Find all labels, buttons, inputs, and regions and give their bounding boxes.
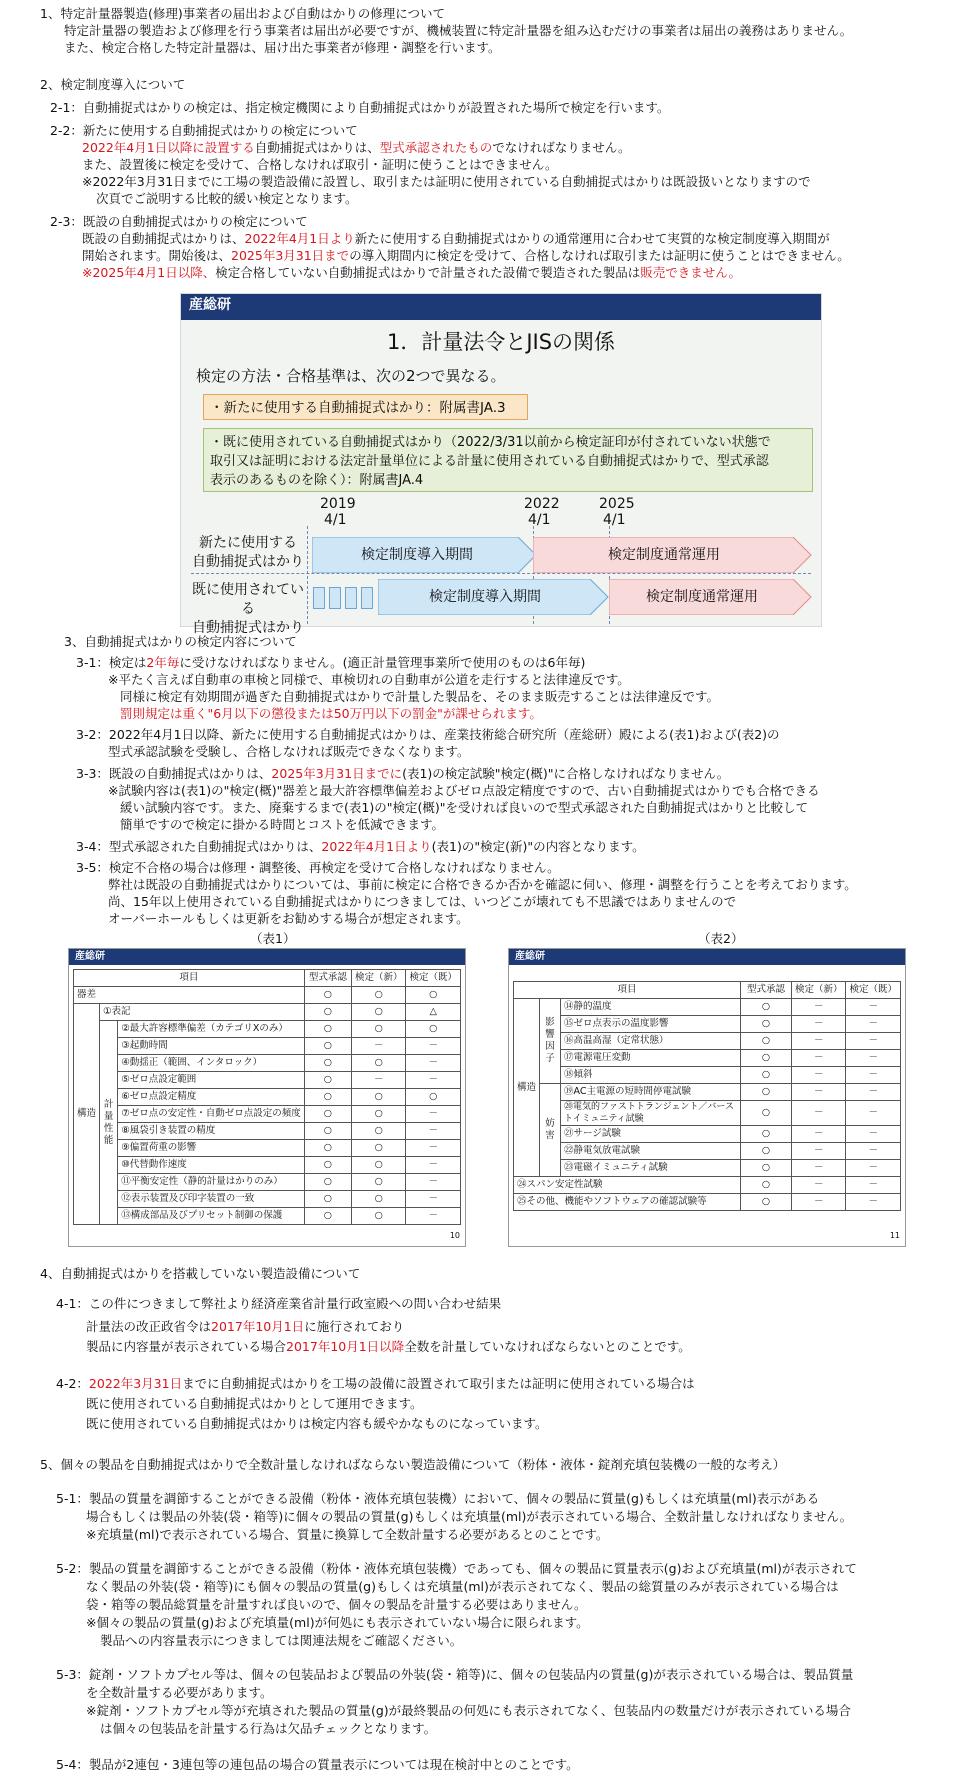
table-row — [74, 1208, 461, 1225]
para-2-3-line-a — [82, 230, 830, 247]
cell: － — [791, 1016, 846, 1033]
para-2-2-heading: 2-2：新たに使用する自動捕捉式はかりの検定について — [50, 123, 358, 138]
table-header-row — [74, 970, 461, 987]
cell: ○ — [740, 1016, 791, 1033]
text: でなければなりません。 — [492, 140, 631, 155]
cell: － — [846, 1160, 901, 1177]
para-4-1-b — [86, 1338, 691, 1355]
para-2-3-heading: 2-3：既設の自動捕捉式はかりの検定について — [50, 214, 308, 229]
table-row — [74, 1089, 461, 1106]
cell: ○ — [351, 1157, 406, 1174]
group-influence: 影響因子 — [540, 999, 561, 1084]
para-2-2-line-d: 次頁でご説明する比較的緩い検定となります。 — [96, 191, 358, 206]
table-row — [514, 1160, 901, 1177]
cell: ○ — [351, 1174, 406, 1191]
cell: ○ — [304, 1072, 351, 1089]
para-5-2-b: なく製品の外装(袋・箱等)にも個々の製品の質量(g)もしくは充填量(ml)が表示されてなく、製品の総質量のみが表示されている場合は — [86, 1579, 839, 1594]
cell: － — [846, 1143, 901, 1160]
para-5-2-d: ※個々の製品の質量(g)および充填量(ml)が何処にも表示されていない場合に限られます。 — [86, 1615, 589, 1630]
para-5-1-c: ※充填量(ml)で表示されている場合、質量に換算して全数計量する必要があるとのことです。 — [86, 1527, 609, 1542]
year-2022: 2022 — [524, 496, 560, 512]
para-3-5-c: 尚、15年以上使用されている自動捕捉式はかりにつきましては、いつどこが壊れても不思議ではありませんので — [108, 894, 737, 909]
cell: － — [846, 1126, 901, 1143]
row-label: ㉕その他、機能やソフトウェアの確認試験等 — [514, 1194, 741, 1211]
intro-period-arrow-existing — [379, 580, 591, 614]
red-text: 2022年3月31日 — [88, 1376, 183, 1391]
para-2-3-line-c — [82, 264, 741, 281]
cell: ○ — [304, 1191, 351, 1208]
cell: － — [791, 1177, 846, 1194]
row-label: ⑳電気的ファストトランジェント／バーストイミュニティ試験 — [561, 1101, 741, 1126]
page-number: 10 — [449, 1231, 460, 1240]
slide-title: 1．計量法令とJISの関係 — [386, 330, 616, 354]
header-item: 項目 — [514, 982, 741, 999]
group-structure: 構造 — [74, 1004, 100, 1225]
row-label: ⑤ゼロ点設定範囲 — [118, 1072, 305, 1089]
slide-subtitle: 検定の方法・合格基準は、次の2つで異なる。 — [196, 367, 506, 385]
cell: － — [406, 1123, 461, 1140]
row-label: ⑲AC主電源の短時間停電試験 — [561, 1084, 741, 1101]
text: 3-1：検定は — [76, 655, 147, 670]
table-2-slide — [508, 948, 906, 1247]
cell: － — [846, 1033, 901, 1050]
table-row — [74, 1038, 461, 1055]
cell: － — [351, 1038, 406, 1055]
table-row — [74, 1106, 461, 1123]
cell: ○ — [351, 987, 406, 1004]
para-5-2-e: 製品への内容量表示につきましては関連法規をご確認ください。 — [100, 1633, 463, 1648]
date-2025: 4/1 — [603, 512, 626, 528]
para-5-2-a: 5-2：製品の質量を調節することができる設備（粉体・液体充填包装機）であっても、個々の製品に質量表示(g)および充填量(ml)が表示されて — [56, 1561, 857, 1576]
row-label-line: 新たに使用する — [199, 535, 297, 551]
row-new-label — [189, 534, 307, 572]
arrow-label: 検定制度導入期間 — [429, 589, 541, 605]
text: に受けなければなりません。(適正計量管理事業所で使用のものは6年毎) — [179, 655, 586, 670]
table-row — [514, 1084, 901, 1101]
red-text: 販売できません。 — [640, 265, 741, 280]
cell: ○ — [406, 987, 461, 1004]
arrow-label: 検定制度通常運用 — [646, 589, 758, 605]
table-1-caption: （表1） — [250, 931, 296, 946]
row-label: ⑫表示装置及び印字装置の一致 — [118, 1191, 305, 1208]
row-label: ④動揺正（範囲、インタロック） — [118, 1055, 305, 1072]
row-divider — [191, 573, 811, 574]
cell: ○ — [304, 1140, 351, 1157]
header-existing-inspection: 検定（既） — [406, 970, 461, 987]
row-label: ㉒静電気放電試験 — [561, 1143, 741, 1160]
text: 4-2： — [56, 1376, 89, 1391]
section-3-title: 3、自動捕捉式はかりの検定内容について — [64, 634, 297, 649]
cell: ○ — [304, 1106, 351, 1123]
para-2-3-line-b — [82, 247, 850, 264]
cell: － — [846, 1067, 901, 1084]
table-header-row — [514, 982, 901, 999]
legal-jis-slide — [180, 293, 822, 636]
red-text: 型式承認されたもの — [379, 140, 493, 155]
table-row — [514, 1067, 901, 1084]
row-label: 器差 — [74, 987, 305, 1004]
table-row — [74, 1021, 461, 1038]
header-type-approval: 型式承認 — [740, 982, 791, 999]
divider-2019 — [307, 526, 308, 624]
intro-period-arrow-new — [313, 538, 521, 572]
group-metrology: 計量性能 — [100, 1021, 118, 1225]
row-label: ③起動時間 — [118, 1038, 305, 1055]
para-3-2-a: 3-2：2022年4月1日以降、新たに使用する自動捕捉式はかりは、産業技術総合研究所（産総研）殿による(表1)および(表2)の — [76, 727, 780, 742]
table-row — [74, 987, 461, 1004]
text: の導入期間内に検定を受けて、合格しなければ取引または証明に使うことはできません。 — [349, 248, 850, 263]
section-1-line-2: また、検定合格した特定計量器は、届け出た事業者が修理・調整を行います。 — [64, 40, 501, 55]
para-3-5-b: 弊社は既設の自動捕捉式はかりについては、事前に検定に合格できるか否かを確認に伺い、修理・調整を行うことを考えております。 — [108, 877, 857, 892]
para-5-3-c: ※錠剤・ソフトカプセル等が充填された製品の質量(g)が最終製品の何処にも表示されてなく、包装品内の数量だけが表示されている場合 — [86, 1703, 851, 1718]
cell: ○ — [740, 1160, 791, 1177]
row-label: ⑭静的温度 — [561, 999, 741, 1016]
aist-logo: 産総研 — [515, 951, 545, 962]
cell: ○ — [304, 987, 351, 1004]
row-label: ⑧風袋引き装置の精度 — [118, 1123, 305, 1140]
row-label: ⑩代替動作速度 — [118, 1157, 305, 1174]
row-label: ②最大許容標準偏差（カテゴリXのみ） — [118, 1021, 305, 1038]
row-label: ⑰電源電圧変動 — [561, 1050, 741, 1067]
text: 3-4：型式承認された自動捕捉式はかりは、 — [76, 839, 322, 854]
cell: － — [406, 1191, 461, 1208]
aist-logo: 産総研 — [189, 297, 231, 313]
cell: ○ — [740, 1084, 791, 1101]
row-label-line: 自動捕捉式はかり — [192, 554, 304, 570]
cell: － — [406, 1072, 461, 1089]
row-label: ⑪平衡安定性（静的計量はかりのみ） — [118, 1174, 305, 1191]
cell: ○ — [304, 1004, 351, 1021]
row-label: ①表記 — [100, 1004, 305, 1021]
table-1 — [73, 969, 461, 1225]
text: までに自動捕捉式はかりを工場の設備に設置されて取引または証明に使用されている場合は — [182, 1376, 695, 1391]
para-3-3 — [76, 765, 729, 782]
row-label: ㉑サージ試験 — [561, 1126, 741, 1143]
text: に施行されており — [304, 1319, 405, 1334]
para-3-2-b: 型式承認試験を受験し、合格しなければ販売できなくなります。 — [108, 744, 470, 759]
row-label: ⑦ゼロ点の安定性・自動ゼロ点設定の頻度 — [118, 1106, 305, 1123]
table-1-slide — [68, 948, 466, 1247]
cell: ○ — [740, 1143, 791, 1160]
table-row — [514, 999, 901, 1016]
text: 既設の自動捕捉式はかりは、 — [82, 231, 245, 246]
section-1-title: 1、特定計量器製造(修理)事業者の届出および自動はかりの修理について — [40, 6, 445, 21]
cell: － — [406, 1038, 461, 1055]
table-row — [74, 1140, 461, 1157]
existing-scale-box — [203, 428, 813, 492]
cell: ○ — [351, 1021, 406, 1038]
cell: － — [791, 1084, 846, 1101]
arrow-label: 検定制度導入期間 — [361, 547, 473, 563]
date-2022: 4/1 — [528, 512, 551, 528]
para-3-1 — [76, 654, 585, 671]
header-existing-inspection: 検定（既） — [846, 982, 901, 999]
text: 新たに使用する自動捕捉式はかりの通常運用に合わせて実質的な検定制度導入期間が — [354, 231, 830, 246]
table-row — [514, 1194, 901, 1211]
red-text: 2022年4月1日以降に設置する — [82, 140, 255, 155]
penalty-note: 罰則規定は重く"6月以下の懲役または50万円以下の罰金"が課せられます。 — [120, 706, 542, 721]
para-5-3-b: を全数計量する必要があります。 — [86, 1685, 273, 1700]
cell: ○ — [740, 999, 791, 1016]
cell: ○ — [304, 1089, 351, 1106]
normal-period-arrow-new — [534, 538, 794, 572]
cell: － — [351, 1072, 406, 1089]
cell: ○ — [351, 1106, 406, 1123]
group-structure: 構造 — [514, 999, 540, 1177]
interval-block — [361, 587, 373, 609]
cell: － — [791, 1050, 846, 1067]
header-new-inspection: 検定（新） — [351, 970, 406, 987]
cell: ○ — [304, 1123, 351, 1140]
cell: － — [791, 1194, 846, 1211]
para-4-1: 4-1：この件につきまして弊社より経済産業省計量行政室殿への問い合わせ結果 — [56, 1296, 502, 1311]
para-3-1-a: ※平たく言えば自動車の車検と同様で、車検切れの自動車が公道を走行すると法律違反です。 — [108, 672, 630, 687]
cell: － — [406, 1174, 461, 1191]
red-text: 2025年3月31日まで — [231, 248, 350, 263]
text: 開始されます。開始後は、 — [82, 248, 232, 263]
arrow-label: 検定制度通常運用 — [608, 547, 720, 563]
text: 3-3：既設の自動捕捉式はかりは、 — [76, 766, 272, 781]
cell: － — [791, 1160, 846, 1177]
table-row — [74, 1072, 461, 1089]
group-disturbance: 妨害 — [540, 1084, 561, 1177]
para-3-3-b: 緩い試験内容です。また、廃棄するまで(表1)の"検定(概)"を受ければ良いので型式承認された自動捕捉式はかりと比較して — [120, 800, 808, 815]
text: (表1)の"検定(新)"の内容となります。 — [431, 839, 645, 854]
cell: ○ — [304, 1038, 351, 1055]
header-new-inspection: 検定（新） — [791, 982, 846, 999]
para-5-3-d: は個々の包装品を計量する行為は欠品チェックとなります。 — [100, 1721, 437, 1736]
para-3-5-d: オーバーホールもしくは更新をお勧めする場合が想定されます。 — [108, 911, 469, 926]
cell: ○ — [351, 1208, 406, 1225]
existing-box-line: 取引又は証明における法定計量単位による計量に使用されている自動捕捉式はかりで、型式承認 — [210, 454, 769, 469]
year-2025: 2025 — [599, 496, 635, 512]
row-label: ⑨偏置荷重の影響 — [118, 1140, 305, 1157]
para-4-2-c: 既に使用されている自動捕捉式はかりは検定内容も緩やかなものになっています。 — [86, 1416, 548, 1431]
cell: ○ — [740, 1067, 791, 1084]
section-1-line-1: 特定計量器の製造および修理を行う事業者は届出が必要ですが、機械装置に特定計量器を組み込むだけの事業者は届出の義務はありません。 — [64, 23, 853, 38]
row-label: ⑯高温高湿（定常状態） — [561, 1033, 741, 1050]
cell: － — [406, 1055, 461, 1072]
cell: － — [846, 1194, 901, 1211]
cell: － — [846, 1050, 901, 1067]
table-row — [514, 1126, 901, 1143]
interval-block — [313, 587, 325, 609]
date-2019: 4/1 — [324, 512, 347, 528]
cell: ○ — [351, 1055, 406, 1072]
section-4-title: 4、自動捕捉式はかりを搭載していない製造設備について — [40, 1266, 361, 1281]
table-row — [514, 1143, 901, 1160]
row-label: ⑥ゼロ点設定精度 — [118, 1089, 305, 1106]
cell: ○ — [351, 1089, 406, 1106]
aist-logo: 産総研 — [75, 951, 105, 962]
para-3-4 — [76, 838, 645, 855]
existing-box-line: ・既に使用されている自動捕捉式はかり（2022/3/31以前から検定証印が付されていない状態で — [210, 435, 771, 450]
cell: － — [406, 1157, 461, 1174]
row-label-line: 自動捕捉式はかり — [192, 620, 304, 636]
cell: － — [846, 1016, 901, 1033]
table-row — [74, 1157, 461, 1174]
table-2-header-bar — [509, 949, 905, 965]
cell: － — [791, 1033, 846, 1050]
cell: ○ — [740, 1194, 791, 1211]
existing-box-line: 表示のあるものを除く）：附属書JA.4 — [210, 473, 424, 488]
cell: － — [791, 1126, 846, 1143]
para-2-2-line-c: ※2022年3月31日までに工場の製造設備に設置し、取引または証明に使用されている自動捕捉式はかりは既設扱いとなりますので — [82, 174, 811, 189]
para-4-2 — [56, 1375, 695, 1392]
cell: ○ — [740, 1050, 791, 1067]
cell: ○ — [304, 1157, 351, 1174]
interval-block — [345, 587, 357, 609]
para-4-2-b: 既に使用されている自動捕捉式はかりとして運用できます。 — [86, 1396, 423, 1411]
red-text: 2022年4月1日より — [244, 231, 355, 246]
cell: － — [846, 1177, 901, 1194]
para-4-1-a — [86, 1318, 404, 1335]
text: 製品に内容量が表示されている場合 — [86, 1339, 287, 1354]
cell: ○ — [406, 1021, 461, 1038]
para-5-2-c: 袋・箱等の製品総質量を計量すれば良いので、個々の製品を計量する必要はありません。 — [86, 1597, 587, 1612]
text: 自動捕捉式はかりは、 — [254, 140, 380, 155]
para-3-1-b: 同様に検定有効期間が過ぎた自動捕捉式はかりで計量した製品を、そのまま販売することは法律違反です。 — [120, 689, 720, 704]
header-type-approval: 型式承認 — [304, 970, 351, 987]
page-number: 11 — [889, 1231, 900, 1240]
para-2-1: 2-1：自動捕捉式はかりの検定は、指定検定機関により自動捕捉式はかりが設置された場所で検定を行います。 — [50, 100, 670, 115]
cell: ○ — [351, 1123, 406, 1140]
para-5-4: 5-4：製品が2連包・3連包等の連包品の場合の質量表示については現在検討中とのことです。 — [56, 1757, 579, 1772]
cell: ○ — [740, 1177, 791, 1194]
red-text: 2017年10月1日以降 — [286, 1339, 405, 1354]
para-5-3-a: 5-3：錠剤・ソフトカプセル等は、個々の包装品および製品の外装(袋・箱等)に、個々の包装品内の質量(g)が表示されている場合は、製品質量 — [56, 1667, 854, 1682]
row-label: ㉓電磁イミュニティ試験 — [561, 1160, 741, 1177]
table-row — [514, 1033, 901, 1050]
para-5-1-b: 場合もしくは製品の外装(袋・箱等)に個々の製品の質量(g)もしくは充填量(ml)が表示されている場合、全数計量しなければなりません。 — [86, 1509, 853, 1524]
para-3-3-a: ※試験内容は(表1)の"検定(概)"器差と最大許容標準偏差およびゼロ点設定精度ですので、古い自動捕捉式はかりでも合格できる — [108, 783, 820, 798]
red-text: 2年毎 — [146, 655, 180, 670]
table-row — [514, 1050, 901, 1067]
cell: － — [846, 999, 901, 1016]
slide-header-bar — [181, 294, 821, 320]
new-scale-box: ・新たに使用する自動捕捉式はかり：附属書JA.3 — [203, 394, 528, 420]
table-row — [514, 1016, 901, 1033]
cell: ○ — [740, 1033, 791, 1050]
para-5-1-a: 5-1：製品の質量を調節することができる設備（粉体・液体充填包装機）において、個々の製品に質量(g)もしくは充填量(ml)表示がある — [56, 1491, 820, 1506]
text: 全数を計量していなければならないとのことです。 — [404, 1339, 691, 1354]
row-label: ⑱傾斜 — [561, 1067, 741, 1084]
red-text: ※2025年4月1日以降、 — [82, 265, 216, 280]
row-label: ⑬構成部品及びプリセット制御の保護 — [118, 1208, 305, 1225]
section-5-title: 5、個々の製品を自動捕捉式はかりで全数計量しなければならない製造設備について（粉体・液体・錠剤充填包装機の一般的な考え） — [40, 1457, 786, 1472]
interval-block — [329, 587, 341, 609]
cell: ○ — [740, 1101, 791, 1126]
cell: － — [846, 1101, 901, 1126]
table-row — [74, 1123, 461, 1140]
cell: ○ — [351, 1140, 406, 1157]
cell: － — [791, 1101, 846, 1126]
table-row — [514, 1101, 901, 1126]
cell: － — [406, 1208, 461, 1225]
cell: － — [406, 1106, 461, 1123]
table-2 — [513, 981, 901, 1211]
red-text: 2025年3月31日までに — [271, 766, 403, 781]
cell: ○ — [304, 1055, 351, 1072]
header-item: 項目 — [74, 970, 305, 987]
table-1-header-bar — [69, 949, 465, 965]
cell: － — [791, 1067, 846, 1084]
cell: － — [846, 1084, 901, 1101]
cell: ○ — [304, 1021, 351, 1038]
table-row — [74, 1174, 461, 1191]
para-2-2-line-a — [82, 139, 631, 156]
text: (表1)の検定試験"検定(概)"に合格しなければなりません。 — [402, 766, 730, 781]
para-3-3-c: 簡単ですので検定に掛かる時間とコストを低減できます。 — [120, 817, 445, 832]
row-label: ㉔スパン安定性試験 — [514, 1177, 741, 1194]
cell: － — [406, 1140, 461, 1157]
cell: ○ — [740, 1126, 791, 1143]
cell: ○ — [406, 1089, 461, 1106]
red-text: 2017年10月1日 — [211, 1319, 305, 1334]
cell: ○ — [304, 1208, 351, 1225]
text: 計量法の改正政省令は — [86, 1319, 212, 1334]
normal-period-arrow-existing — [610, 580, 794, 614]
cell: ○ — [351, 1004, 406, 1021]
cell: ○ — [304, 1174, 351, 1191]
cell: ○ — [351, 1191, 406, 1208]
cell: － — [791, 999, 846, 1016]
cell: △ — [406, 1004, 461, 1021]
para-3-5-a: 3-5：検定不合格の場合は修理・調整後、再検定を受けて合格しなければなりません。 — [76, 860, 560, 875]
row-existing-label — [189, 581, 307, 638]
cell: － — [791, 1143, 846, 1160]
table-2-caption: （表2） — [698, 931, 744, 946]
year-2019: 2019 — [320, 496, 356, 512]
red-text: 2022年4月1日より — [321, 839, 432, 854]
row-label: ⑮ゼロ点表示の温度影響 — [561, 1016, 741, 1033]
text: 検定合格していない自動捕捉式はかりで計量された設備で製造された製品は — [215, 265, 641, 280]
row-label-line: 既に使用されている — [192, 582, 304, 617]
table-row — [514, 1177, 901, 1194]
para-2-2-line-b: また、設置後に検定を受けて、合格しなければ取引・証明に使うことはできません。 — [82, 157, 558, 172]
table-row — [74, 1055, 461, 1072]
table-row — [74, 1191, 461, 1208]
section-2-title: 2、検定制度導入について — [40, 77, 186, 92]
table-row — [74, 1004, 461, 1021]
